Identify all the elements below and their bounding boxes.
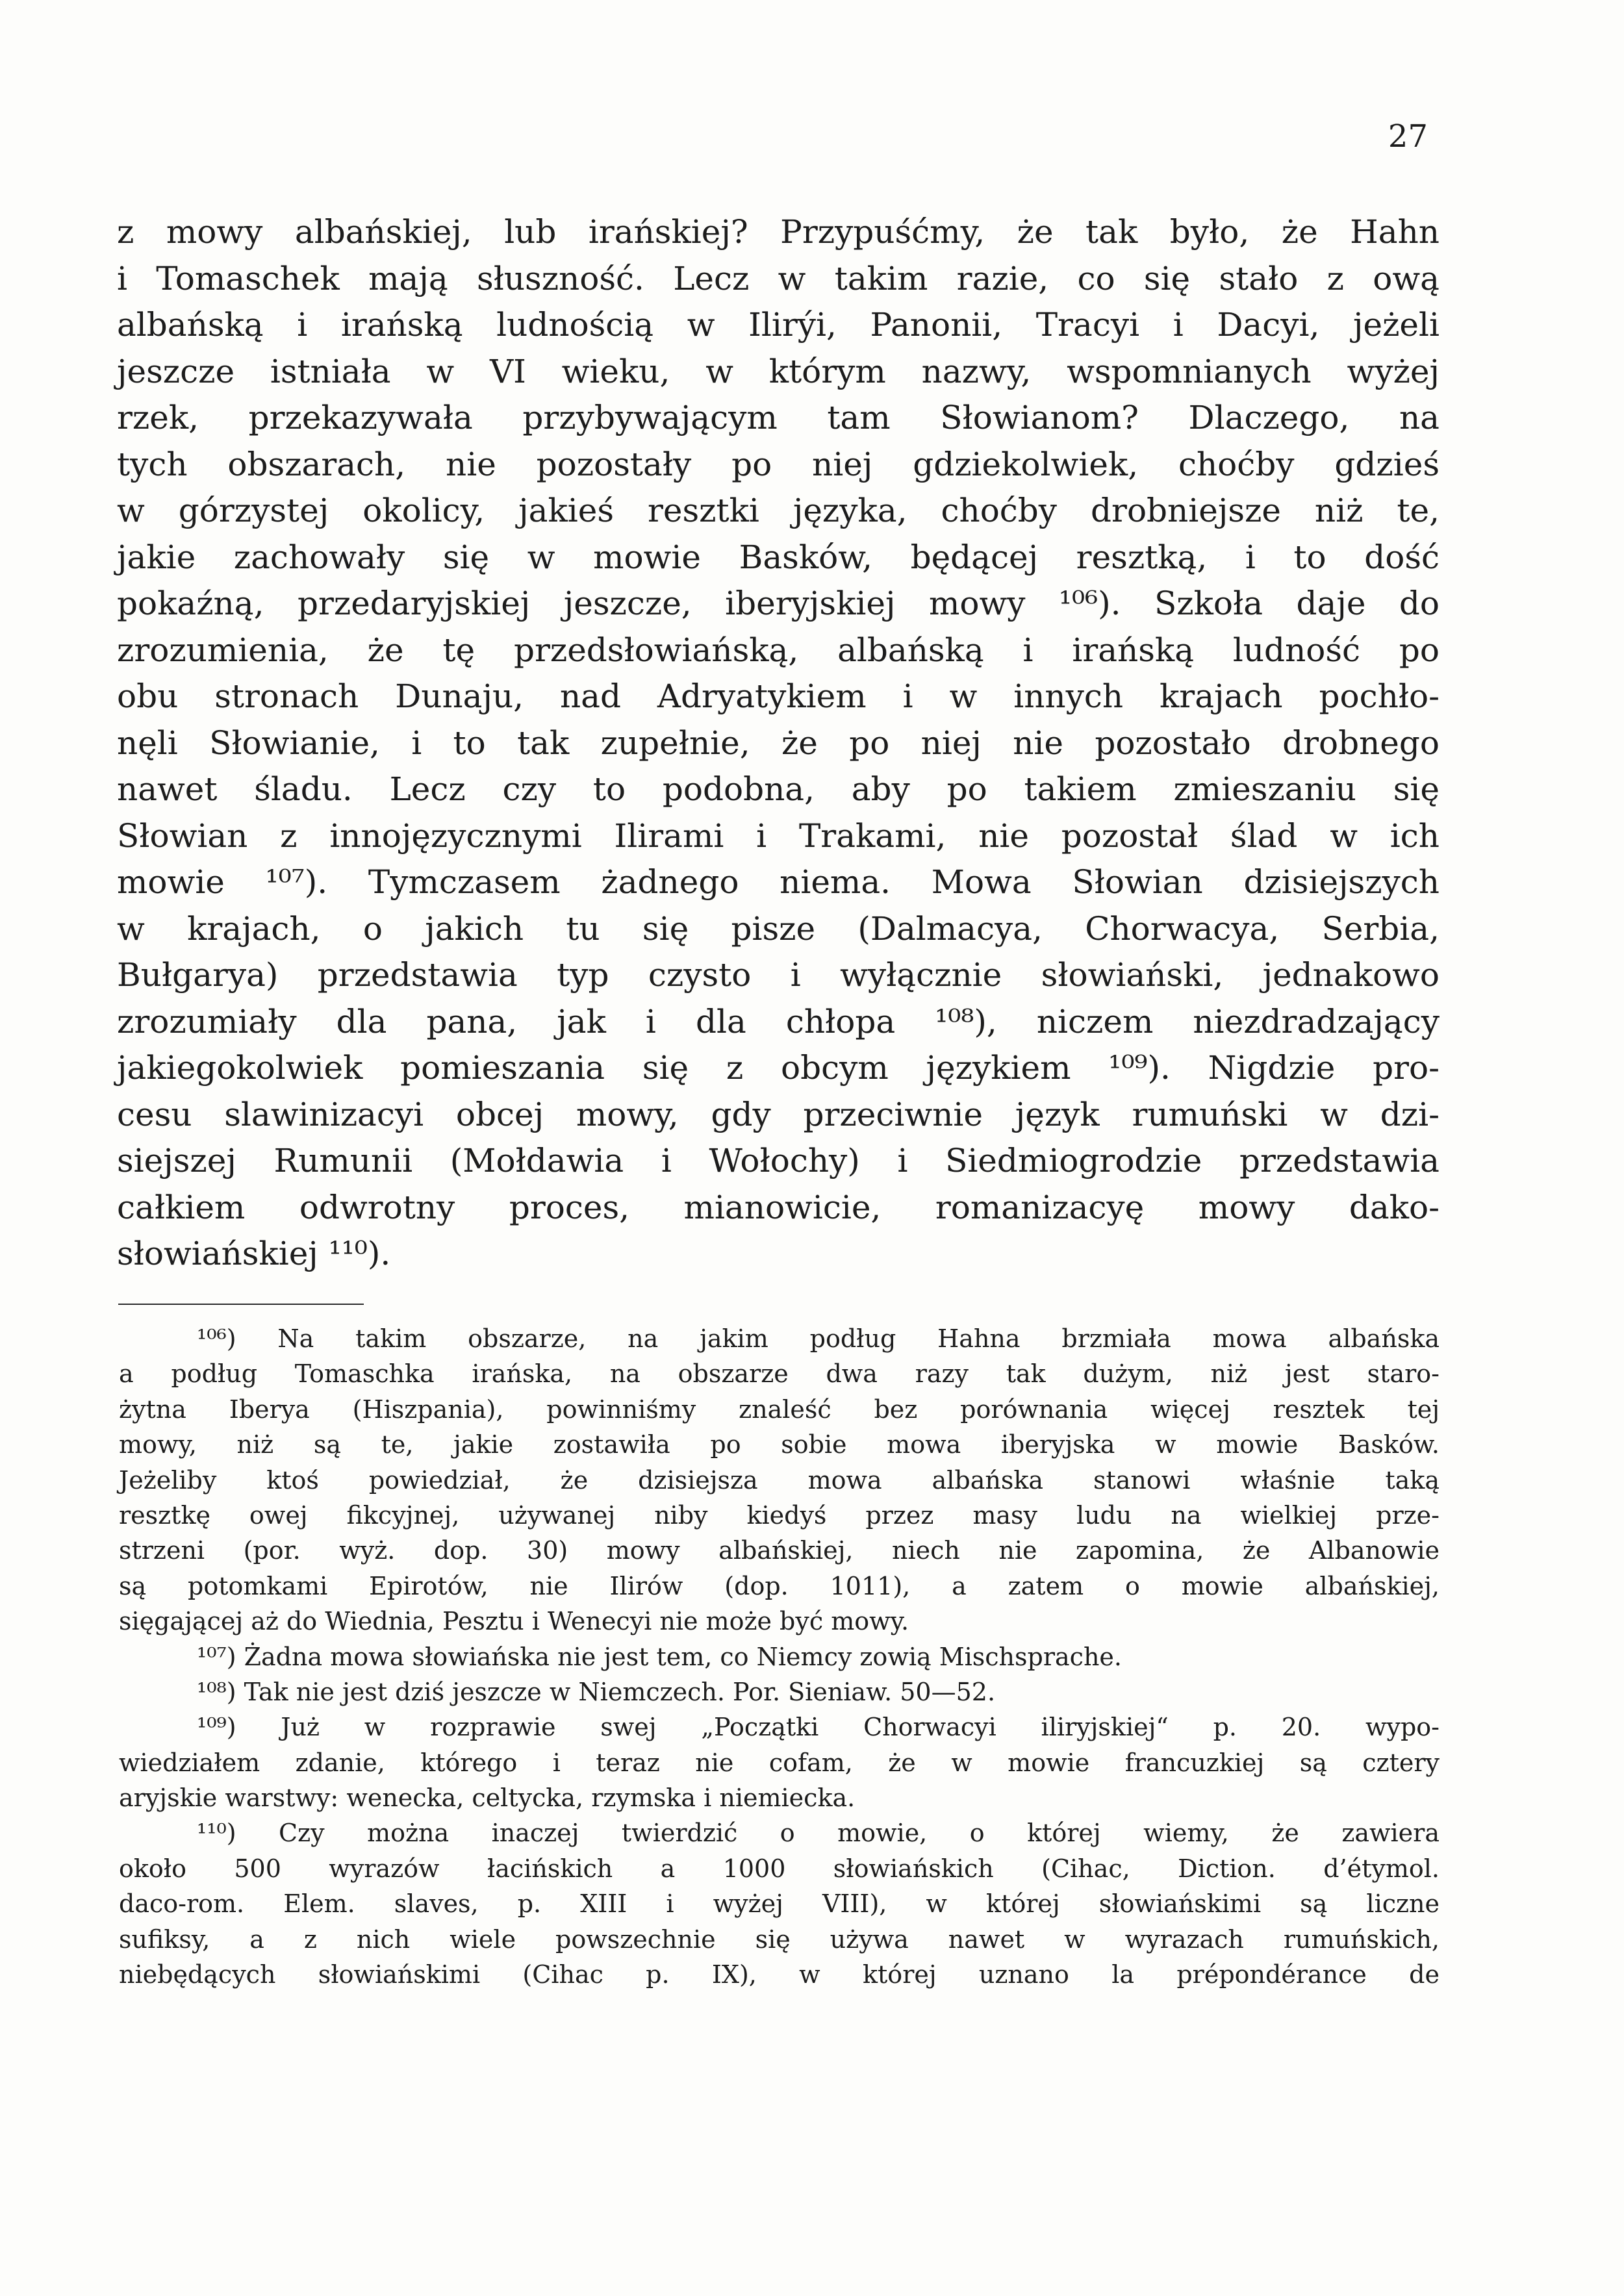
footnotes	[119, 1321, 1440, 1992]
body-line: tych obszarach, nie pozostały po niej gdziekolwiek, choćby gdzieś	[117, 445, 1440, 483]
footnote-106-line: ¹⁰⁶) Na takim obszarze, na jakim podług Hahna brzmiała mowa albańska	[197, 1324, 1440, 1353]
footnote-110-line: niebędących słowiańskimi (Cihac p. IX), w której uznano la prépondérance de	[119, 1960, 1440, 1989]
body-line: całkiem odwrotny proces, mianowicie, romanizacyę mowy dako-	[117, 1188, 1440, 1226]
body-line: w krajach, o jakich tu się pisze (Dalmacya, Chorwacya, Serbia,	[117, 909, 1440, 948]
footnote-106-line: resztkę owej fikcyjnej, używanej niby kiedyś przez masy ludu na wielkiej prze-	[119, 1500, 1440, 1530]
footnote-109-line: aryjskie warstwy: wenecka, celtycka, rzymska i niemiecka.	[119, 1784, 856, 1813]
footnote-107-line: ¹⁰⁷) Żadna mowa słowiańska nie jest tem, co Niemcy zowią Mischsprache.	[197, 1642, 1122, 1671]
footnote-106-line: strzeni (por. wyż. dop. 30) mowy albańskiej, niech nie zapomina, że Albanowie	[119, 1536, 1440, 1565]
footnote-108-line: ¹⁰⁸) Tak nie jest dziś jeszcze w Niemczech. Por. Sieniaw. 50—52.	[197, 1677, 996, 1706]
footnote-106-line: są potomkami Epirotów, nie Ilirów (dop. 1011), a zatem o mowie albańskiej,	[119, 1571, 1440, 1600]
page-number: 27	[1388, 118, 1428, 155]
footnote-106-line: Jeżeliby ktoś powiedział, że dzisiejsza mowa albańska stanowi właśnie taką	[119, 1465, 1440, 1495]
body-line: w górzystej okolicy, jakieś resztki języka, choćby drobniejsze niż te,	[117, 492, 1440, 529]
body-line: Słowian z innojęzycznymi Ilirami i Trakami, nie pozostał ślad w ich	[117, 816, 1440, 855]
footnote-110-line: około 500 wyrazów łacińskich a 1000 słowiańskich (Cihac, Diction. d’étymol.	[119, 1854, 1440, 1883]
body-line: i Tomaschek mają słuszność. Lecz w takim razie, co się stało z ową	[117, 259, 1440, 297]
footnote-110-line: ¹¹⁰) Czy można inaczej twierdzić o mowie, o której wiemy, że zawiera	[197, 1819, 1440, 1848]
footnote-110-line: daco-rom. Elem. slaves, p. XIII i wyżej VIII), w której słowiańskimi są liczne	[119, 1889, 1440, 1919]
footnote-109-line: wiedziałem zdanie, którego i teraz nie cofam, że w mowie francuzkiej są cztery	[119, 1748, 1440, 1777]
footnote-106-line: sięgającej aż do Wiednia, Pesztu i Wenecyi nie może być mowy.	[119, 1607, 909, 1636]
body-line: z mowy albańskiej, lub irańskiej? Przypuśćmy, że tak było, że Hahn	[117, 213, 1440, 251]
body-line: zrozumienia, że tę przedsłowiańską, albańską i irańską ludność po	[117, 631, 1440, 669]
body-line: jeszcze istniała w VI wieku, w którym nazwy, wspomnianych wyżej	[117, 352, 1440, 390]
body-line: siejszej Rumunii (Mołdawia i Wołochy) i Siedmiogrodzie przedstawia	[117, 1142, 1440, 1180]
body-line: jakiegokolwiek pomieszania się z obcym językiem ¹⁰⁹). Nigdzie pro-	[117, 1049, 1440, 1087]
body-line: cesu slawinizacyi obcej mowy, gdy przeciwnie język rumuński w dzi-	[117, 1095, 1440, 1133]
footnote-110-line: sufiksy, a z nich wiele powszechnie się używa nawet w wyrazach rumuńskich,	[119, 1924, 1440, 1954]
footnote-separator-rule	[118, 1304, 364, 1305]
body-line: mowie ¹⁰⁷). Tymczasem żadnego niema. Mowa Słowian dzisiejszych	[117, 863, 1440, 901]
body-line: obu stronach Dunaju, nad Adryatykiem i w innych krajach pochło-	[117, 677, 1440, 715]
footnote-106-line: żytna Iberya (Hiszpania), powinniśmy znaleść bez porównania więcej resztek tej	[119, 1394, 1440, 1424]
body-line: albańską i irańską ludnością w Ilirýi, Panonii, Tracyi i Dacyi, jeżeli	[117, 306, 1440, 344]
body-line: rzek, przekazywała przybywającym tam Słowianom? Dlaczego, na	[117, 399, 1440, 436]
body-line: zrozumiały dla pana, jak i dla chłopa ¹⁰⁸), niczem niezdradzający	[117, 1002, 1440, 1041]
footnote-109-line: ¹⁰⁹) Już w rozprawie swej „Początki Chorwacyi iliryjskiej“ p. 20. wypo-	[197, 1713, 1440, 1742]
footnote-106-line: a podług Tomaschka irańska, na obszarze dwa razy tak dużym, niż jest staro-	[119, 1359, 1440, 1389]
body-line: pokaźną, przedaryjskiej jeszcze, iberyjskiej mowy ¹⁰⁶). Szkoła daje do	[117, 585, 1440, 622]
body-line: nęli Słowianie, i to tak zupełnie, że po niej nie pozostało drobnego	[117, 724, 1440, 762]
body-line: słowiańskiej ¹¹⁰).	[117, 1235, 391, 1272]
body-line: Bułgarya) przedstawia typ czysto i wyłącznie słowiański, jednakowo	[117, 956, 1440, 994]
main-body-text	[117, 209, 1440, 1278]
body-line: jakie zachowały się w mowie Basków, będącej resztką, i to dość	[117, 538, 1440, 576]
body-line: nawet śladu. Lecz czy to podobna, aby po takiem zmieszaniu się	[117, 770, 1440, 808]
footnote-106-line: mowy, niż są te, jakie zostawiła po sobie mowa iberyjska w mowie Basków.	[119, 1430, 1440, 1459]
